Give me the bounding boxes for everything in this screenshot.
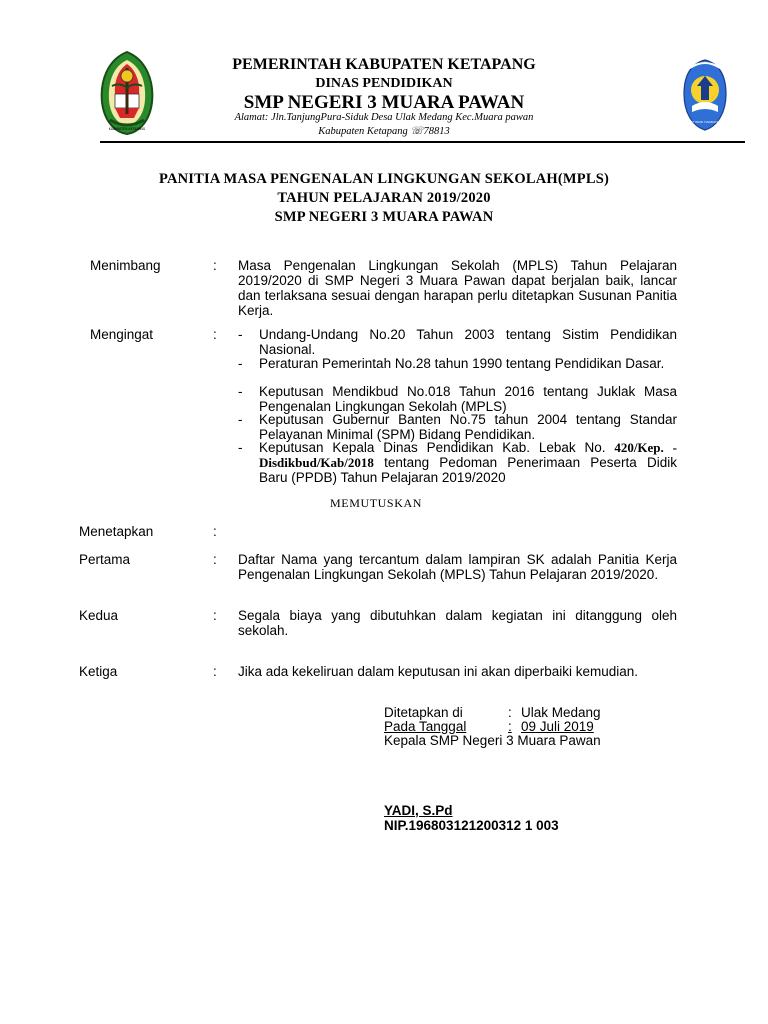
ketiga-colon: : bbox=[213, 664, 217, 679]
decree-text-a: Keputusan Kepala Dinas Pendidikan Kab. Lebak No. bbox=[259, 440, 606, 455]
menimbang-label: Menimbang bbox=[90, 258, 161, 273]
signature-place-label: Ditetapkan di bbox=[384, 705, 463, 720]
menetapkan-label: Menetapkan bbox=[79, 524, 154, 539]
kedua-colon: : bbox=[213, 608, 217, 623]
mengingat-colon: : bbox=[213, 327, 217, 342]
signature-position: Kepala SMP Negeri 3 Muara Pawan bbox=[384, 733, 601, 748]
mengingat-item: Keputusan Gubernur Banten No.75 tahun 2004 tentang Standar Pelayanan Minimal (SPM) Bidang Pendidikan. bbox=[259, 412, 677, 442]
kabupaten-ketapang-logo bbox=[98, 50, 156, 136]
signature-date-label: Pada Tanggal bbox=[384, 719, 467, 734]
ketiga-label: Ketiga bbox=[79, 664, 118, 679]
list-dash: - bbox=[238, 384, 243, 399]
decree-text-b: tentang Pedoman Penerimaan Peserta Didik Baru (PPDB) Tahun Pelajaran 2019/2020 bbox=[259, 455, 677, 485]
school-address-postal: Kabupaten Ketapang ☏78813 bbox=[318, 126, 450, 137]
mengingat-item: Undang-Undang No.20 Tahun 2003 tentang Sistim Pendidikan Nasional. bbox=[259, 327, 677, 357]
mengingat-item-decree bbox=[259, 440, 677, 485]
agency-name: PEMERINTAH KABUPATEN KETAPANG bbox=[232, 56, 536, 73]
kedua-text: Segala biaya yang dibutuhkan dalam kegiatan ini ditanggung oleh sekolah. bbox=[238, 608, 677, 638]
header-divider bbox=[100, 141, 745, 143]
list-dash: - bbox=[238, 327, 243, 342]
list-dash: - bbox=[238, 440, 243, 455]
kedua-label: Kedua bbox=[79, 608, 119, 623]
department-name: DINAS PENDIDIKAN bbox=[315, 76, 453, 91]
menetapkan-colon: : bbox=[213, 524, 217, 539]
signature-date-colon: : bbox=[508, 719, 512, 734]
school-address: Alamat: Jln.TanjungPura-Siduk Desa Ulak Medang Kec.Muara pawan bbox=[234, 112, 534, 123]
document-subtitle-school: SMP NEGERI 3 MUARA PAWAN bbox=[274, 209, 494, 225]
signature-date-value: 09 Juli 2019 bbox=[521, 719, 594, 734]
document-subtitle-year: TAHUN PELAJARAN 2019/2020 bbox=[277, 190, 491, 206]
memutuskan-heading: MEMUTUSKAN bbox=[330, 496, 423, 510]
pertama-colon: : bbox=[213, 552, 217, 567]
list-dash: - bbox=[238, 412, 243, 427]
decree-number-b: -Disdikbud/Kab/2018 bbox=[259, 440, 677, 470]
mengingat-label: Mengingat bbox=[90, 327, 154, 342]
list-dash: - bbox=[238, 356, 243, 371]
left-logo-text: KABUPATEN KETAPANG bbox=[108, 127, 146, 131]
pertama-text: Daftar Nama yang tercantum dalam lampiran SK adalah Panitia Kerja Pengenalan Lingkungan Sekolah (MPLS) Tahun Pelajaran 2019/2020. bbox=[238, 552, 677, 582]
menimbang-colon: : bbox=[213, 258, 217, 273]
document-title: PANITIA MASA PENGENALAN LINGKUNGAN SEKOLAH(MPLS) bbox=[158, 171, 609, 187]
pertama-label: Pertama bbox=[79, 552, 131, 567]
mengingat-item: Keputusan Mendikbud No.018 Tahun 2016 tentang Juklak Masa Pengenalan Lingkungan Sekolah (MPLS) bbox=[259, 384, 677, 414]
decree-number-a: 420/Kep. bbox=[614, 440, 664, 455]
ketiga-text: Jika ada kekeliruan dalam keputusan ini akan diperbaiki kemudian. bbox=[238, 664, 638, 679]
signatory-name: YADI, S.Pd bbox=[384, 803, 453, 818]
signature-place-colon: : bbox=[508, 705, 512, 720]
tut-wuri-handayani-logo bbox=[680, 54, 730, 136]
menimbang-text: Masa Pengenalan Lingkungan Sekolah (MPLS) Tahun Pelajaran 2019/2020 di SMP Negeri 3 Muara Pawan dapat berjalan baik, lancar dan terlaksana sesuai dengan harapan perlu ditetapkan Susunan Panitia Kerja. bbox=[238, 258, 677, 318]
signature-place-value: Ulak Medang bbox=[521, 705, 601, 720]
mengingat-item: Peraturan Pemerintah No.28 tahun 1990 tentang Pendidikan Dasar. bbox=[259, 356, 665, 371]
school-name: SMP NEGERI 3 MUARA PAWAN bbox=[243, 92, 525, 113]
right-logo-text: TUT WURI HANDAYANI bbox=[688, 120, 722, 124]
signatory-nip: NIP.196803121200312 1 003 bbox=[384, 818, 559, 833]
